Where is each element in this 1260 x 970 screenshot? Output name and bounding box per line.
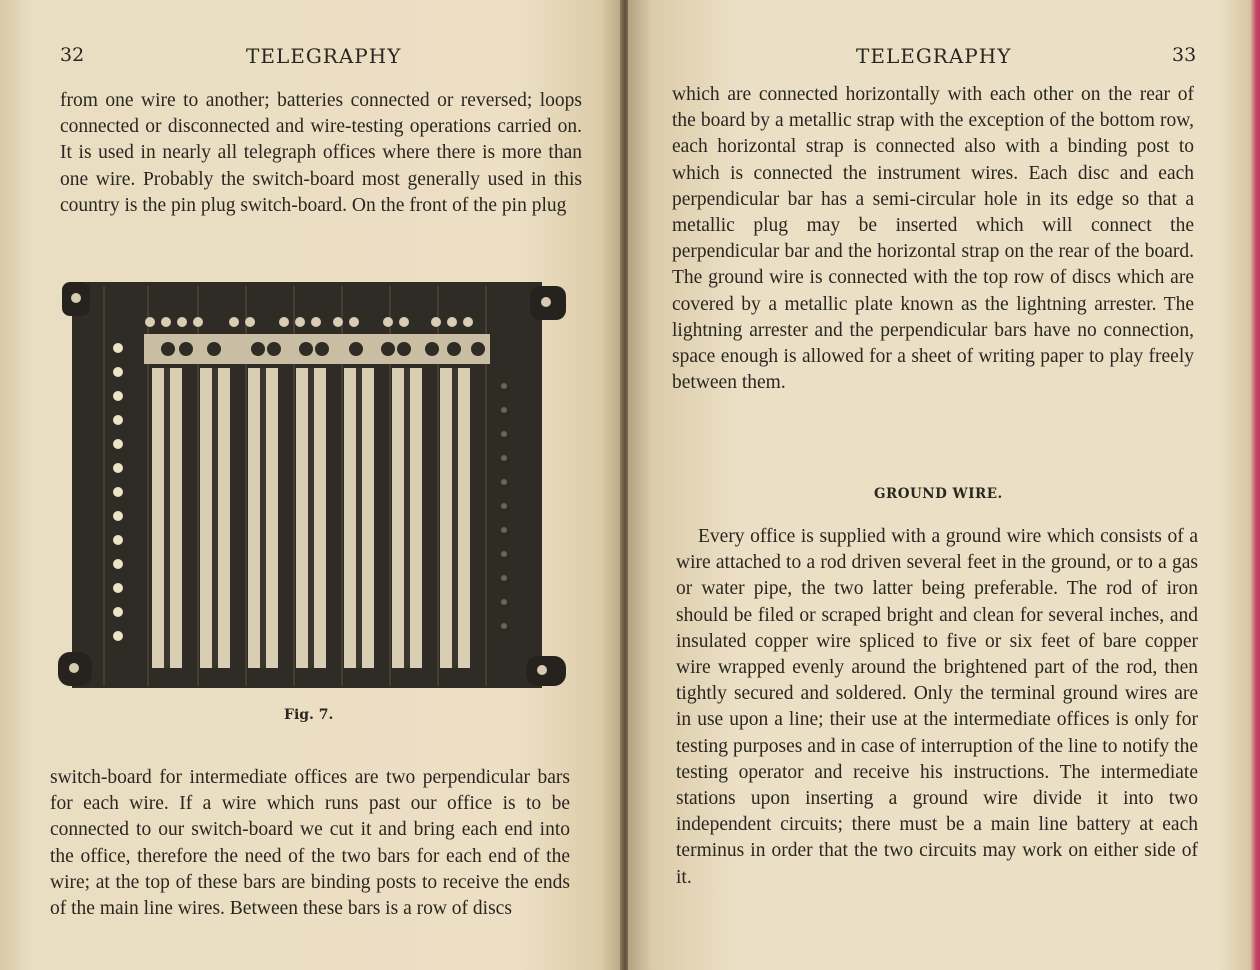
body-text-top (672, 82, 1194, 396)
page-number: 32 (60, 44, 85, 66)
running-head: TELEGRAPHY (246, 44, 402, 68)
figure-caption: Fig. 7. (284, 707, 334, 723)
paragraph: switch-board for intermediate offices are two perpendicular bars for each wire. If a wire which runs past our office is to be connected to our switch-board we cut it and bring each end into the office, therefore the need of the two bars for each end of the wire; at the top of these bars are binding posts to receive the ends of the main line wires. Between these bars is a row of discs (50, 767, 570, 920)
paragraph: from one wire to another; batteries connected or reversed; loops connected or disconnected and wire-testing operations carried on. It is used in nearly all telegraph offices where there is more than one wire. Probably the switch-board most generally used in this country is the pin plug switch-board. On the front of the pin plug (60, 90, 582, 216)
right-page (628, 0, 1260, 970)
paragraph: which are connected horizontally with each other on the rear of the board by a metallic strap with the exception of the bottom row, each horizontal strap is connected also with a binding post to which is connected the instrument wires. Each disc and each perpendicular bar has a semi-circular hole in its edge so that a metallic plug may be inserted which will connect the perpendicular bar and the horizontal strap on the rear of the board. The ground wire is connected with the top row of discs which are covered by a metallic plate known as the lightning arrester. The lightning arrester and the perpendicular bars have no connection, space enough is allowed for a sheet of writing paper to play freely between them. (672, 84, 1194, 394)
page-number: 33 (1172, 44, 1197, 66)
body-text-bottom (676, 524, 1198, 891)
left-page (0, 0, 622, 970)
paragraph: Every office is supplied with a ground wire which consists of a wire attached to a rod driven several feet in the ground, or to a gas or water pipe, the two latter being preferable. The rod of iron should be filed or scraped bright and clean for several inches, and insulated copper wire spliced to five or six feet of bare copper wire wrapped evenly around the brightened part of the rod, then tightly secured and soldered. Only the terminal ground wires are in use upon a line; their use at the intermediate offices is only for testing purposes and in case of interruption of the line to notify the testing operator and receive his instructions. The intermediate stations upon inserting a ground wire divide it into two independent circuits; there must be a main line battery at each terminus in order that the two circuits may work on either side of it. (676, 526, 1198, 888)
body-text-bottom (50, 765, 570, 922)
section-heading: GROUND WIRE. (874, 486, 1003, 502)
switchboard-illustration (58, 276, 570, 696)
running-head: TELEGRAPHY (856, 44, 1012, 68)
body-text-top (60, 88, 582, 219)
